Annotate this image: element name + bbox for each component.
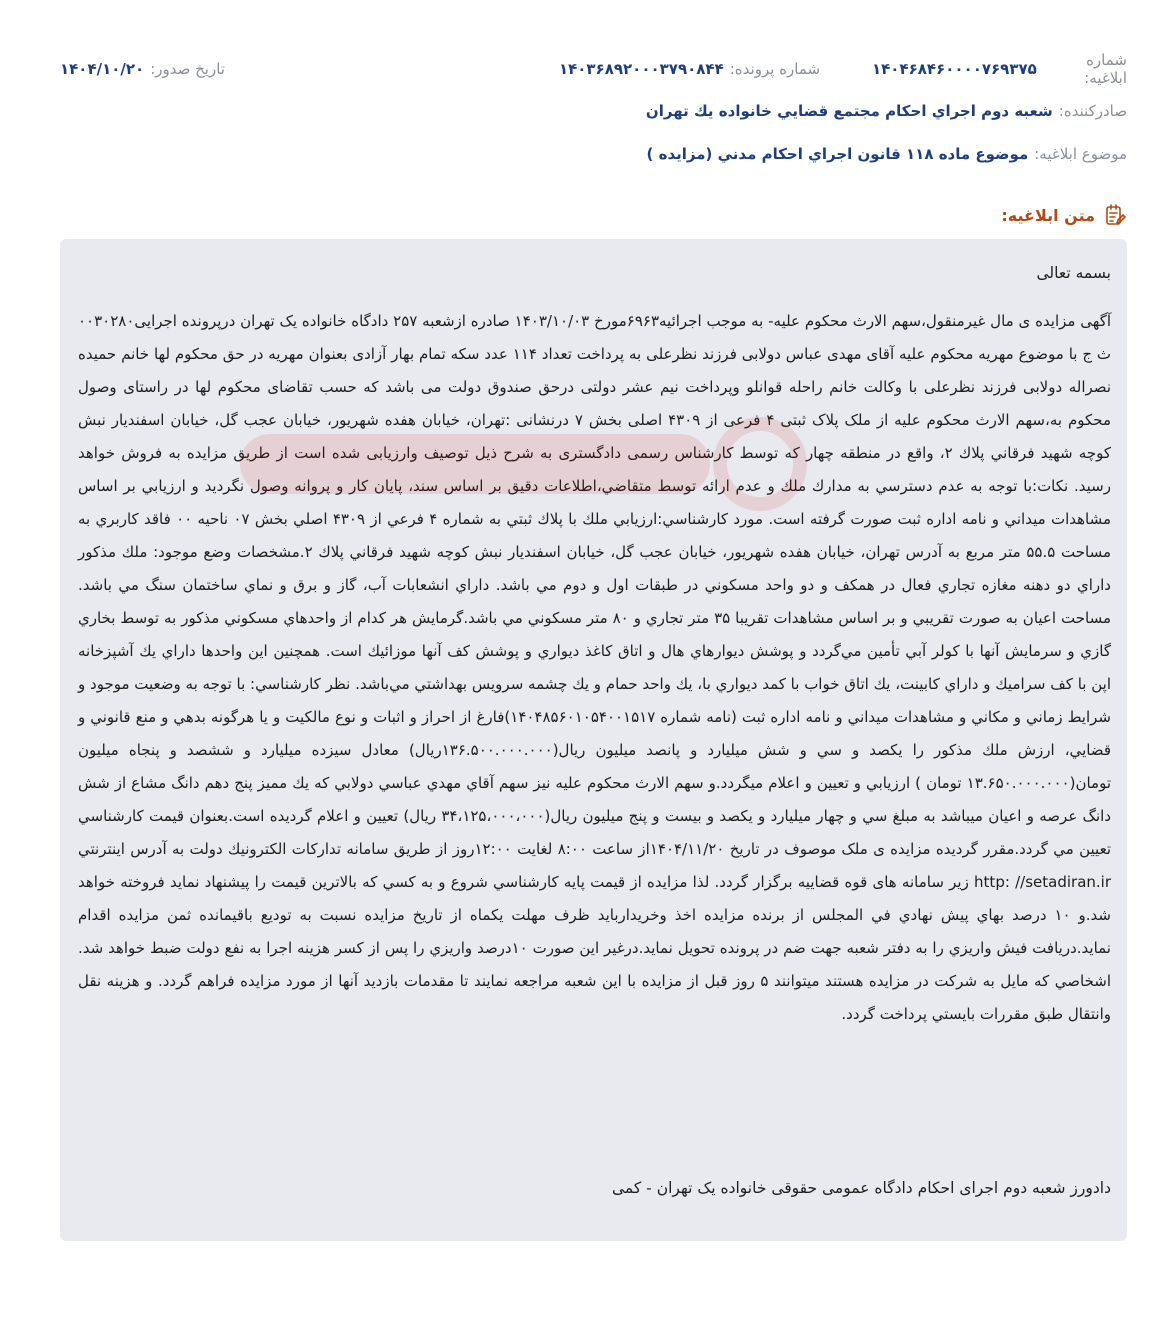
signature-line: دادورز شعبه دوم اجرای احکام دادگاه عمومی حقوقی خانواده یک تهران - کمی: [612, 1179, 1111, 1197]
issuer-row: [60, 97, 1127, 125]
issuer-value: شعبه دوم اجراي احكام مجتمع قضايي خانواده يك تهران: [645, 102, 1053, 120]
case-number: [507, 60, 872, 78]
notice-number: [872, 51, 1127, 87]
issue-date-value: ۱۴۰۴/۱۰/۲۰: [60, 60, 145, 78]
subject-value: موضوع ماده ۱۱۸ قانون اجراي احكام مدني (مزايده ): [646, 145, 1029, 163]
issue-date-label: تاریخ صدور:: [150, 60, 225, 78]
notice-number-label: شماره ابلاغیه:: [1084, 51, 1127, 87]
issue-date: [60, 60, 225, 78]
notice-text-box: [60, 239, 1127, 1241]
header-meta-row: [60, 51, 1127, 87]
case-number-label: شماره پرونده:: [729, 60, 821, 78]
opening-line: بسمه تعالی: [1036, 264, 1111, 282]
subject-label: موضوع ابلاغیه:: [1034, 145, 1127, 163]
issuer-label: صادرکننده:: [1058, 102, 1127, 120]
notice-text-heading: [1001, 201, 1127, 229]
subject-row: [60, 140, 1127, 168]
case-number-value: ۱۴۰۳۶۸۹۲۰۰۰۳۷۹۰۸۴۴: [558, 60, 724, 78]
notice-number-value: ۱۴۰۴۶۸۴۶۰۰۰۰۷۶۹۳۷۵: [872, 60, 1037, 78]
notice-body: آگهی مزایده ی مال غیرمنقول،سهم الارث محکوم علیه- به موجب اجرائیه۶۹۶۳مورخ ۱۴۰۳/۱۰/۰۳ صادره ازشعبه ۲۵۷ دادگاه خانواده یک تهران درپرونده اجرایی۰۰۳۰۲۸۰ ث ج با موضوع مهریه محکوم علیه آقای مهدی عباس دولابی فرزند نظرعلی به پرداخت تعداد ۱۱۴ عدد سکه تمام بهار آزادی بعنوان مهریه در حق محکوم لها خانم حمیده نصراله دولابی فرزند نظرعلی با وکالت خانم راحله قوانلو وپرداخت نیم عشر دولتی درحق صندوق دولت می باشد که حسب تقاضای محکوم لها در راستای وصول محکوم به،سهم الارث محکوم علیه از ملک پلاک ثبتی ۴ فرعی از ۴۳۰۹ اصلی بخش ۷ درنشانی :تهران، خيابان هفده شهريور، خيابان عجب گل، خيابان اسفنديار نبش كوچه شهيد فرقاني پلاك ۲، واقع در منطقه چهار که توسط کارشناس رسمی دادگستری به شرح ذیل توصیف وارزیابی شده است از طریق مزایده به فروش خواهد رسید. نكات:با توجه به عدم دسترسي به مدارك ملك و عدم ارائه توسط متقاضي،اطلاعات دقيق بر اساس سند، پايان كار و پروانه وصول نگرديد و ارزيابي بر اساس مشاهدات ميداني و نامه اداره ثبت صورت گرفته است. مورد كارشناسي:ارزيابي ملك با پلاك ثبتي به شماره ۴ فرعي از ۴۳۰۹ اصلي بخش ۰۷ ناحيه ۰۰ فاقد كاربري به مساحت ۵۵.۵ متر مربع به آدرس تهران، خيابان هفده شهريور، خيابان عجب گل، خيابان اسفنديار نبش كوچه شهيد فرقاني پلاك ۲.مشخصات وضع موجود: ملك مذكور داراي دو دهنه مغازه تجاري فعال در همكف و دو واحد مسكوني در طبقات اول و دوم مي باشد. داراي انشعابات آب، گاز و برق و نماي ساختمان سنگ مي باشد. مساحت اعيان به صورت تقريبي و بر اساس مشاهدات تقريبا ۳۵ متر تجاري و ۸۰ متر مسكوني مي باشد.گرمايش هر كدام از واحدهاي مسكوني مذكور به توسط بخاري گازي و سرمايش آنها با كولر آبي تأمين مي‌گردد و پوشش ديوارهاي هال و اتاق كاغذ ديواري و پوشش كف آنها موزائيك است. همچنين اين واحدها داراي يك آشپزخانه اپن با كف سراميك و داراي كابينت، يك اتاق خواب با كمد ديواري با، يك واحد حمام و يك چشمه سرويس بهداشتي مي‌باشد. نظر كارشناسي: با توجه به وضعيت موجود و شرايط زماني و مكاني و مشاهدات ميداني و نامه اداره ثبت (نامه شماره ۱۴۰۴۸۵۶۰۱۰۵۴۰۰۱۵۱۷)فارغ از احراز و اثبات و نوع مالكيت و يا هرگونه بدهي و منع قانوني و قضايي، ارزش ملك مذكور را يكصد و سي و شش ميليارد و پانصد ميليون ريال(۱۳۶.۵۰۰.۰۰۰.۰۰۰ريال) معادل سيزده ميليارد و ششصد و پنجاه ميليون تومان(۱۳.۶۵۰.۰۰۰.۰۰۰ تومان ) ارزيابي و تعيين و اعلام ميگردد.و سهم الارث محكوم عليه نيز سهم آقاي مهدي عباسي دولابي كه يك مميز پنج دهم دانگ مشاع از شش دانگ عرصه و اعيان ميباشد به مبلغ سي و چهار ميليارد و يكصد و بيست و پنج ميليون ريال(۳۴،۱۲۵،۰۰۰،۰۰۰ ريال) تعيين و اعلام گرديده است.بعنوان قيمت كارشناسي تعيين مي گردد.مقرر گرديده مزايده ی ملک موصوف در تاريخ ۱۴۰۴/۱۱/۲۰از ساعت ۸:۰۰ لغایت ۱۲:۰۰روز از طريق سامانه تداركات الكترونيك دولت به آدرس اينترنتي http: //setadiran.ir زير سامانه های قوه قضاییه برگزار گردد. لذا مزايده از قيمت پايه كارشناسي شروع و به كسي كه بالاترين قيمت را پيشنهاد نمايد فروخته خواهد شد.و ۱۰ درصد بهاي پيش نهادي في المجلس از برنده مزايده اخذ وخريداربايد ظرف مهلت يكماه از تاريخ مزايده نسبت به توديع باقيمانده ثمن مزايده اقدام نمايد.دريافت فيش واريزي را به دفتر شعبه جهت ضم در پرونده تحويل نمايد.درغير اين صورت ۱۰درصد واريزي را پس از كسر هزينه اجرا به نفع دولت ضبط خواهد شد. اشخاصي كه مايل به شركت در مزايده هستند ميتوانند ۵ روز قبل از مزايده با اين شعبه مراجعه نمايند تا مقدمات بازديد آنها از مورد مزايده فراهم گردد. و هزينه نقل وانتقال طبق مقررات بايستي پرداخت گردد.: [78, 312, 1112, 1023]
notice-text-title: متن ابلاغیه:: [1001, 205, 1095, 225]
document-edit-icon: [1103, 203, 1127, 227]
